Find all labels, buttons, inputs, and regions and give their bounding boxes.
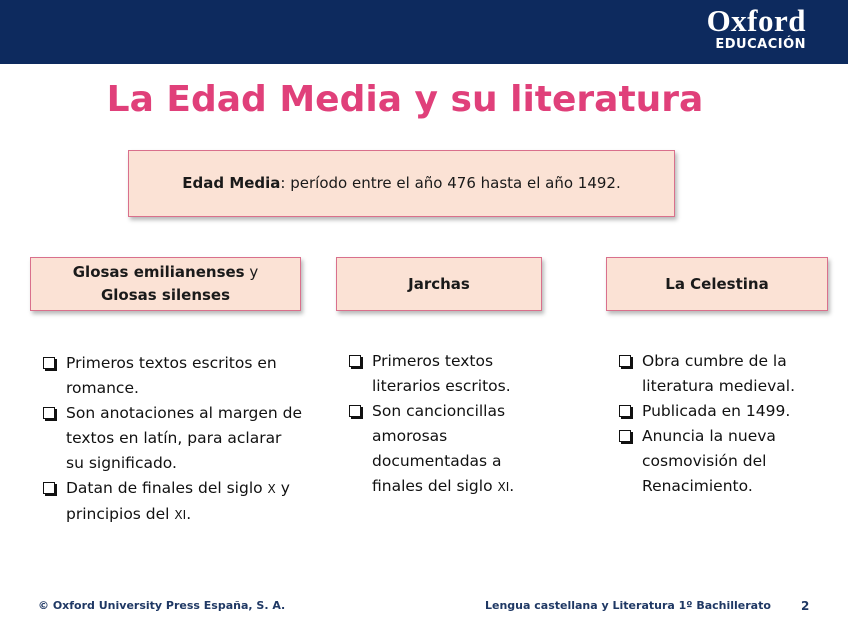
- checkbox-bullet-icon: [619, 405, 631, 417]
- footer-copyright: © Oxford University Press España, S. A.: [38, 599, 286, 612]
- text-segment: Son cancioncillas amorosas documentadas a finales del siglo: [372, 402, 506, 495]
- text-segment: Datan de finales del siglo: [66, 479, 268, 497]
- heading-part-b: Glosas silenses: [100, 286, 231, 304]
- text-segment: .: [186, 505, 192, 523]
- list-item-text: Obra cumbre de la literatura medieval.: [642, 352, 796, 395]
- page-number: 2: [801, 599, 810, 613]
- glosas-bullet-list: [42, 351, 304, 528]
- header-bar: [0, 0, 848, 64]
- logo-main-text: Oxford: [706, 3, 806, 38]
- category-celestina: [606, 257, 828, 311]
- category-glosas: [30, 257, 301, 311]
- list-item-text: [372, 402, 514, 495]
- checkbox-bullet-icon: [43, 482, 55, 494]
- oxford-logo: [707, 5, 806, 53]
- checkbox-bullet-icon: [619, 355, 631, 367]
- list-item-text: Primeros textos escritos en romance.: [66, 354, 277, 397]
- list-item: [618, 349, 828, 399]
- list-item-text: Primeros textos literarios escritos.: [372, 352, 511, 395]
- century-numeral: XI: [497, 480, 510, 494]
- list-item-text: Anuncia la nueva cosmovisión del Renacimiento.: [642, 427, 776, 495]
- century-numeral: XI: [174, 508, 187, 522]
- category-glosas-label: [73, 261, 259, 307]
- footer-course: Lengua castellana y Literatura 1º Bachillerato: [485, 599, 771, 612]
- definition-body: : período entre el año 476 hasta el año 1492.: [280, 174, 621, 192]
- checkbox-bullet-icon: [43, 407, 55, 419]
- definition-box: [128, 150, 675, 217]
- heading-part-a: Glosas emilianenses: [72, 263, 245, 281]
- heading-conjunction: y: [244, 263, 259, 281]
- text-segment: y principios del: [66, 479, 290, 523]
- category-jarchas-label: Jarchas: [408, 274, 470, 293]
- list-item: [348, 399, 548, 500]
- logo-sub-text: EDUCACIÓN: [715, 37, 806, 52]
- list-item: [42, 401, 304, 476]
- list-item: [42, 351, 304, 401]
- celestina-bullet-list: [618, 349, 828, 499]
- slide-title: La Edad Media y su literatura: [106, 79, 704, 120]
- jarchas-bullet-list: [348, 349, 548, 500]
- checkbox-bullet-icon: [349, 405, 361, 417]
- category-celestina-label: La Celestina: [665, 274, 769, 293]
- list-item: [348, 349, 548, 399]
- list-item-text: Publicada en 1499.: [642, 402, 791, 420]
- text-segment: .: [509, 477, 515, 495]
- list-item-text: Son anotaciones al margen de textos en latín, para aclarar su significado.: [66, 404, 303, 472]
- list-item: [42, 476, 304, 528]
- century-numeral: X: [267, 482, 276, 496]
- category-jarchas: [336, 257, 542, 311]
- checkbox-bullet-icon: [43, 357, 55, 369]
- definition-text: [182, 172, 620, 195]
- definition-term: Edad Media: [182, 174, 281, 192]
- checkbox-bullet-icon: [349, 355, 361, 367]
- checkbox-bullet-icon: [619, 430, 631, 442]
- list-item-text: [66, 479, 290, 523]
- list-item: [618, 399, 828, 424]
- list-item: [618, 424, 828, 499]
